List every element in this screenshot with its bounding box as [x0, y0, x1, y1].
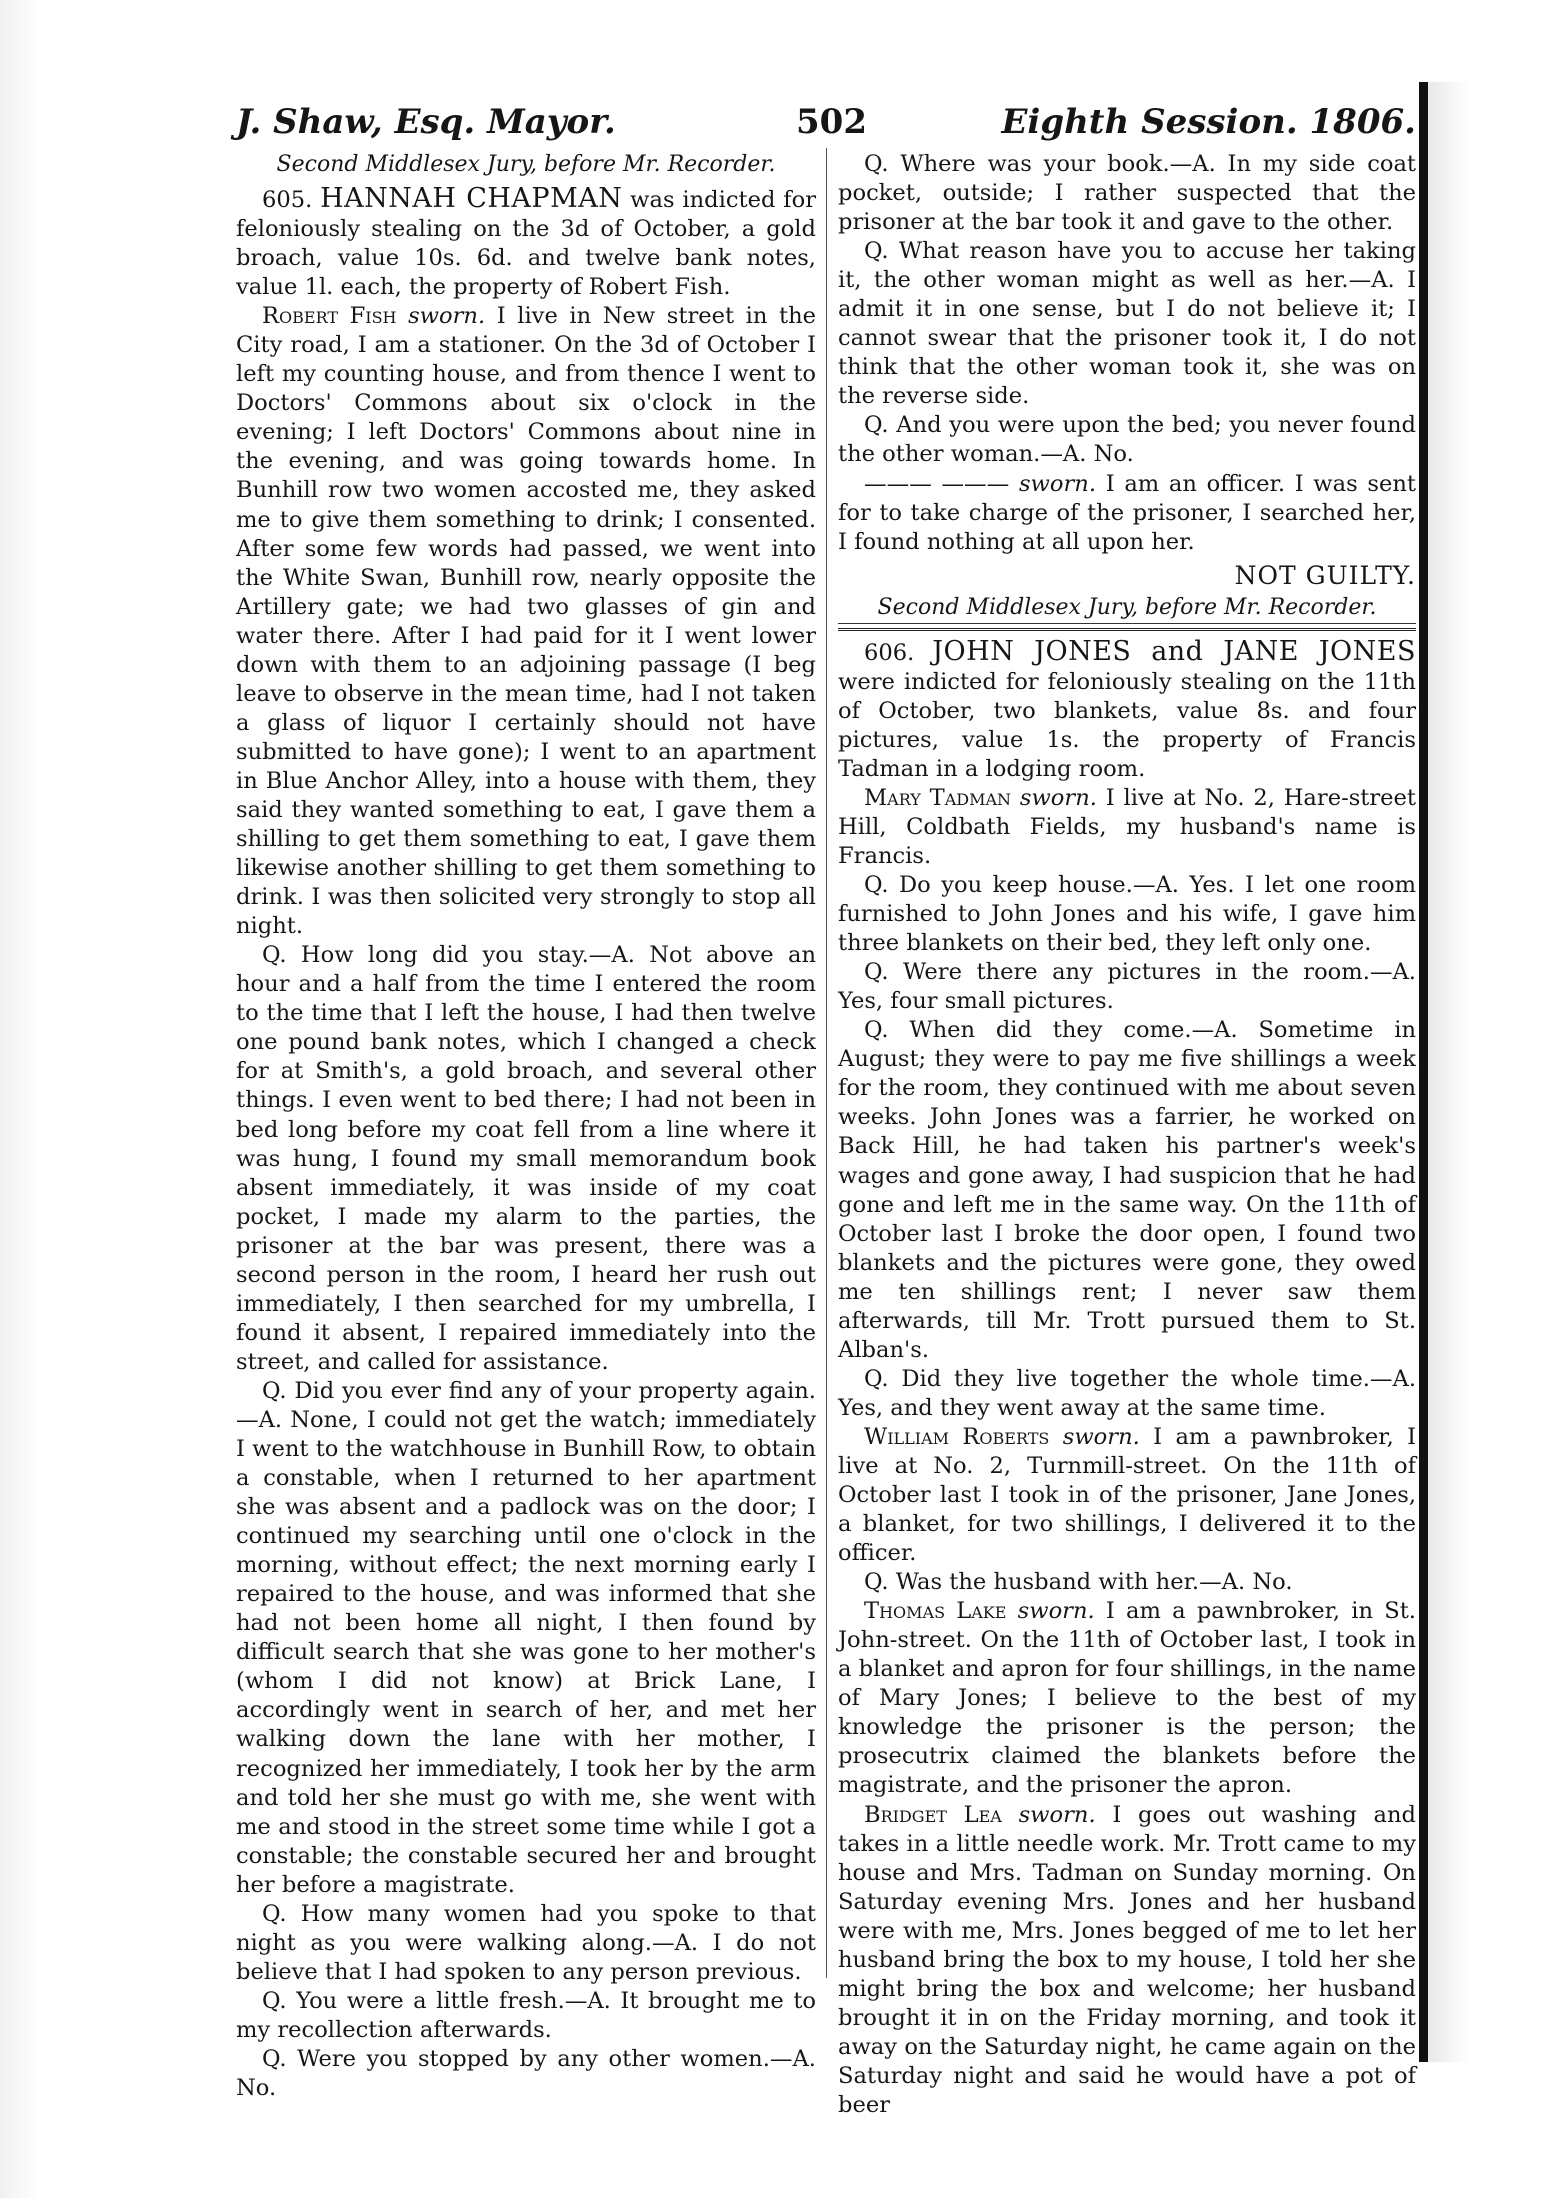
defendant-name: HANNAH CHAPMAN: [320, 183, 623, 214]
verdict: NOT GUILTY.: [1234, 560, 1416, 590]
right-column: [838, 150, 1417, 2118]
facing-page-edge: [1428, 82, 1565, 2062]
question-answer: Q. You were a little fresh.—A. It brought me to my recollection afterwards.: [236, 1987, 816, 2043]
testimony-text: I live in New street in the City road, I am a stationer. On the 3d of October I left my counting house, and from thence I went to Doctors' Commons about six o'clock in the evening; I left Doctors' Commons about nine in the evening, and was going towards home. In Bunhill row two women accosted me, they asked me to give them something to drink; I consented. After some few words had passed, we went into the White Swan, Bunhill row, nearly opposite the Artillery gate; we had two glasses of gin and water there. After I had paid for it I went lower down with them to an adjoining passage (I beg leave to observe in the mean time, had I not taken a glass of liquor I certainly should not have submitted to have gone); I went to an apartment in Blue Anchor Alley, into a house with them, they said they wanted something to eat, I gave them a shilling to get them something to eat, I gave them likewise another shilling to get them something to drink. I was then solicited very strongly to stop all night.: [236, 303, 817, 940]
question-answer: Q. Did you ever find any of your property again. —A. None, I could not get the watch; immediately I went to the watchhouse in Bunhill Row, to obtain a constable, when I returned to her apartment she was absent and a padlock was on the door; I continued my searching until one o'clock in the morning, without effect; the next morning early I repaired to the house, and was informed that she had not been home all night, I then found by difficult search that she was gone to her mother's (whom I did not know) at Brick Lane, I accordingly went in search of her, and met her walking down the lane with her mother, I recognized her immediately, I took her by the arm and told her she must go with me, she went with me and stood in the street some time while I got a constable; the constable secured her and brought her before a magistrate.: [236, 1377, 816, 1898]
sworn-label: sworn.: [1019, 784, 1097, 811]
witness-testimony: [838, 1801, 1416, 2121]
column-divider: [826, 148, 827, 1978]
testimony-text: I am a pawnbroker, I live at No. 2, Turnmill-street. On the 11th of October last I took in of the prisoner, Jane Jones, a blanket, for two shillings, I delivered it to the officer.: [838, 1423, 1417, 1567]
testimony-text: I goes out washing and takes in a little needle work. Mr. Trott came to my house and Mrs. Tadman on Sunday morning. On Saturday evening Mrs. Jones and her husband were with me, Mrs. Jones begged of me to let her husband bring the box to my house, I told her she might bring the box and welcome; her husband brought it in on the Friday morning, and took it away on the Saturday night, he came again on the Saturday night and said he would have a pot of beer: [838, 1801, 1417, 2118]
question-answer: Q. Do you keep house.—A. Yes. I let one room furnished to John Jones and his wife, I gave him three blankets on their bed, they left only one.: [838, 872, 1416, 957]
question-answer: Q. How long did you stay.—A. Not above an hour and a half from the time I entered the room to the time that I left the house, I had then twelve one pound bank notes, which I changed a check for at Smith's, a gold broach, and several other things. I even went to bed there; I had not been in bed long before my coat fell from a line where it was hung, I found my small memorandum book absent immediately, it was inside of my coat pocket, I made my alarm to the parties, the prisoner at the bar was present, there was a second person in the room, I heard her rush out immediately, I then searched for my umbrella, I found it absent, I repaired immediately into the street, and called for assistance.: [236, 942, 816, 1375]
question-answer: Q. Was the husband with her.—A. No.: [864, 1569, 1293, 1596]
question-answer: Q. Did they live together the whole time.—A. Yes, and they went away at the same time.: [838, 1365, 1416, 1421]
defendant-name: JOHN JONES and JANE JONES: [932, 635, 1416, 667]
officer-name-dash: ——— ———: [864, 470, 1010, 497]
question-answer: Q. When did they come.—A. Sometime in August; they were to pay me five shillings a week for the room, they continued with me about seven weeks. John Jones was a farrier, he worked on Back Hill, he had taken his partner's week's wages and gone away, I had suspicion that he had gone and left me in the same way. On the 11th of October last I broke the door open, I found two blankets and the pictures were gone, they owed me ten shillings rent; I never saw them afterwards, till Mr. Trott pursued them to St. Alban's.: [838, 1017, 1416, 1363]
testimony-text: I live at No. 2, Hare-street Hill, Coldbath Fields, my husband's name is Francis.: [838, 784, 1416, 869]
witness-testimony: [236, 302, 816, 941]
witness-name: Robert Fish: [262, 303, 397, 330]
indictment-text: were indicted for feloniously stealing on the 11th of October, two blankets, value 8s. and four pictures, value 1s. the property of Francis Tadman in a lodging room.: [838, 668, 1416, 782]
witness-name: William Roberts: [864, 1423, 1050, 1450]
indictment-text: was indicted for feloniously stealing on the 3d of October, a gold broach, value 10s. 6d. and twelve bank notes, value 1l. each, the property of Robert Fish.: [236, 187, 817, 301]
case-605-indictment: [236, 184, 816, 302]
witness-testimony: [838, 784, 1416, 871]
sworn-label: sworn.: [408, 303, 486, 330]
officer-testimony: [838, 470, 1416, 557]
header-session: Eighth Session. 1806.: [1001, 102, 1416, 142]
page-number: 502: [796, 102, 867, 142]
witness-testimony: [838, 1597, 1416, 1800]
case-number: 606.: [864, 639, 915, 666]
running-header: [236, 102, 1416, 142]
witness-name: Bridget Lea: [864, 1801, 1002, 1828]
testimony-text: I am a pawnbroker, in St. John-street. On the 11th of October last, I took in a blanket and apron for four shillings, in the name of Mary Jones; I believe to the best of my knowledge the prisoner is the person; the prosecutrix claimed the blankets before the magistrate, and the prisoner the apron.: [838, 1598, 1416, 1799]
witness-name: Thomas Lake: [864, 1598, 1007, 1625]
book-spine-shadow: [1419, 82, 1428, 2062]
witness-testimony: [838, 1423, 1416, 1568]
question-answer: Q. Where was your book.—A. In my side coat pocket, outside; I rather suspected that the prisoner at the bar took it and gave to the other.: [838, 151, 1416, 236]
question-answer: Q. What reason have you to accuse her taking it, the other woman might as well as her.—A. I admit it in one sense, but I do not believe it; I cannot swear that the prisoner took it, I do not think that the other woman took it, she was on the reverse side.: [838, 238, 1416, 410]
question-answer: Q. Were there any pictures in the room.—A. Yes, four small pictures.: [838, 959, 1416, 1015]
page-gutter: [0, 0, 40, 2198]
header-mayor: J. Shaw, Esq. Mayor.: [236, 102, 616, 142]
question-answer: Q. And you were upon the bed; you never found the other woman.—A. No.: [838, 412, 1416, 468]
testimony-text: I am an officer. I was sent for to take charge of the prisoner, I searched her, I found nothing at all upon her.: [838, 470, 1416, 555]
jury-heading: Second Middlesex Jury, before Mr. Recorder.: [276, 152, 776, 177]
jury-heading: Second Middlesex Jury, before Mr. Recorder.: [838, 593, 1416, 624]
left-column: [236, 150, 817, 2102]
sworn-label: sworn.: [1062, 1423, 1140, 1450]
question-answer: Q. How many women had you spoke to that night as you were walking along.—A. I do not believe that I had spoken to any person previous.: [236, 1900, 816, 1985]
question-answer: Q. Were you stopped by any other women.—A. No.: [236, 2046, 816, 2102]
case-606-indictment: [838, 637, 1416, 784]
sworn-label: sworn.: [1018, 470, 1097, 497]
witness-name: Mary Tadman: [864, 784, 1012, 811]
case-number: 605.: [262, 187, 313, 213]
sworn-label: sworn.: [1018, 1801, 1096, 1828]
section-rule: [838, 628, 1416, 631]
sworn-label: sworn.: [1017, 1598, 1095, 1625]
